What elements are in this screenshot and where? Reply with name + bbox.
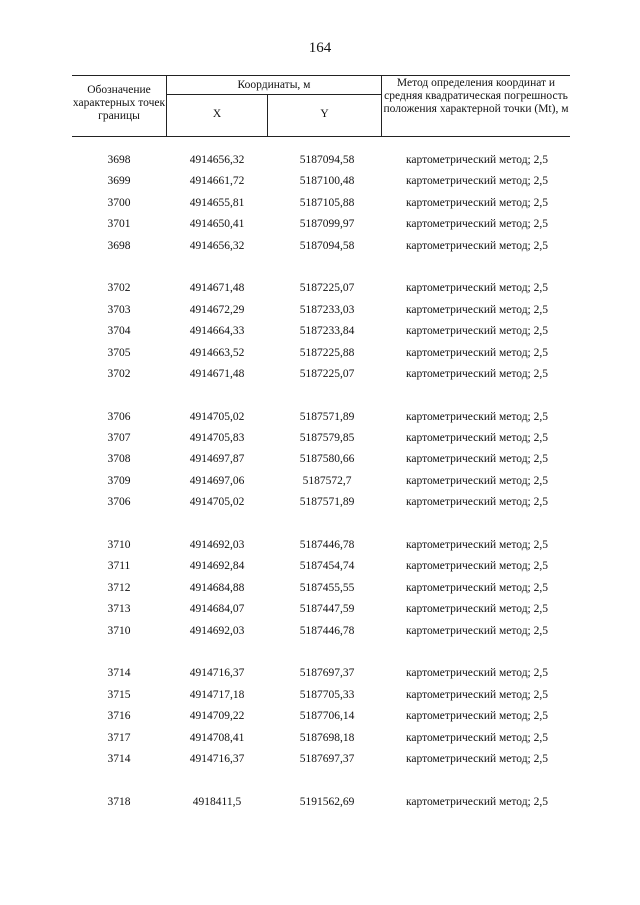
method-cell: картометрический метод; 2,5 (406, 196, 548, 209)
header-bottom-rule (72, 136, 570, 137)
x-coordinate: 4914697,87 (189, 453, 245, 466)
y-coordinate: 5187225,88 (299, 346, 355, 359)
point-number: 3717 (107, 731, 131, 744)
table-row (72, 728, 570, 749)
y-coordinate: 5187571,89 (299, 410, 355, 423)
point-number: 3714 (107, 752, 131, 765)
y-coordinate: 5187580,66 (299, 453, 355, 466)
x-coordinate: 4914684,88 (189, 581, 245, 594)
header-coordinates: Координаты, м (237, 79, 311, 91)
table-row (72, 471, 570, 492)
method-cell: картометрический метод; 2,5 (406, 346, 548, 359)
x-coordinate: 4914705,02 (189, 496, 245, 509)
table-row (72, 193, 570, 214)
x-coordinate: 4914697,06 (189, 474, 245, 487)
method-cell: картометрический метод; 2,5 (406, 710, 548, 723)
x-coordinate: 4914671,48 (189, 282, 245, 295)
x-coordinate: 4914663,52 (189, 346, 245, 359)
header-x: X (212, 108, 222, 120)
method-cell: картометрический метод; 2,5 (406, 282, 548, 295)
table-row (72, 792, 570, 813)
row-group (72, 792, 570, 813)
point-number: 3712 (107, 581, 131, 594)
method-cell: картометрический метод; 2,5 (406, 239, 548, 252)
point-number: 3705 (107, 346, 131, 359)
y-coordinate: 5187233,84 (299, 325, 355, 338)
point-number: 3715 (107, 688, 131, 701)
y-coordinate: 5187579,85 (299, 432, 355, 445)
x-coordinate: 4914716,37 (189, 752, 245, 765)
x-coordinate: 4914692,03 (189, 624, 245, 637)
table-header (72, 75, 570, 137)
row-group (72, 407, 570, 514)
header-method: Метод определения координат и средняя квадратическая погрешность положения характерной точки (Mt), м (383, 77, 569, 115)
table-row (72, 171, 570, 192)
method-cell: картометрический метод; 2,5 (406, 581, 548, 594)
table-row (72, 321, 570, 342)
y-coordinate: 5187571,89 (299, 496, 355, 509)
x-coordinate: 4914716,37 (189, 667, 245, 680)
x-coordinate: 4914661,72 (189, 175, 245, 188)
table-body (72, 150, 570, 835)
x-coordinate: 4914656,32 (189, 239, 245, 252)
method-cell: картометрический метод; 2,5 (406, 688, 548, 701)
x-coordinate: 4914655,81 (189, 196, 245, 209)
header-coords-rule (166, 94, 381, 95)
table-row (72, 556, 570, 577)
table-row (72, 749, 570, 770)
method-cell: картометрический метод; 2,5 (406, 432, 548, 445)
method-cell: картометрический метод; 2,5 (406, 303, 548, 316)
table-row (72, 278, 570, 299)
method-cell: картометрический метод; 2,5 (406, 539, 548, 552)
method-cell: картометрический метод; 2,5 (406, 154, 548, 166)
x-coordinate: 4914705,02 (189, 410, 245, 423)
x-coordinate: 4914684,07 (189, 603, 245, 616)
table-row (72, 407, 570, 428)
y-coordinate: 5187225,07 (299, 282, 355, 295)
x-coordinate: 4914717,18 (189, 688, 245, 701)
y-coordinate: 5187698,18 (299, 731, 355, 744)
table-row (72, 492, 570, 513)
y-coordinate: 5187446,78 (299, 539, 355, 552)
point-number: 3700 (107, 196, 131, 209)
method-cell: картометрический метод; 2,5 (406, 560, 548, 573)
x-coordinate: 4914705,83 (189, 432, 245, 445)
y-coordinate: 5187094,58 (299, 154, 355, 166)
table-row (72, 428, 570, 449)
y-coordinate: 5187706,14 (299, 710, 355, 723)
method-cell: картометрический метод; 2,5 (406, 175, 548, 188)
row-group (72, 535, 570, 642)
method-cell: картометрический метод; 2,5 (406, 795, 548, 808)
table-row (72, 663, 570, 684)
row-group (72, 150, 570, 257)
point-number: 3703 (107, 303, 131, 316)
point-number: 3710 (107, 539, 131, 552)
method-cell: картометрический метод; 2,5 (406, 453, 548, 466)
y-coordinate: 5187446,78 (299, 624, 355, 637)
header-y: Y (320, 108, 329, 120)
point-number: 3698 (107, 154, 131, 166)
y-coordinate: 5187572,7 (302, 474, 352, 487)
header-top-rule (72, 75, 570, 76)
header-designation: Обозначение характерных точек границы (72, 84, 166, 122)
point-number: 3716 (107, 710, 131, 723)
x-coordinate: 4914672,29 (189, 303, 245, 316)
point-number: 3706 (107, 410, 131, 423)
point-number: 3710 (107, 624, 131, 637)
point-number: 3708 (107, 453, 131, 466)
x-coordinate: 4918411,5 (192, 795, 242, 808)
table-row (72, 214, 570, 235)
method-cell: картометрический метод; 2,5 (406, 752, 548, 765)
y-coordinate: 5187705,33 (299, 688, 355, 701)
x-coordinate: 4914656,32 (189, 154, 245, 166)
x-coordinate: 4914709,22 (189, 710, 245, 723)
y-coordinate: 5187455,55 (299, 581, 355, 594)
point-number: 3713 (107, 603, 131, 616)
method-cell: картометрический метод; 2,5 (406, 367, 548, 380)
y-coordinate: 5187697,37 (299, 752, 355, 765)
table-row (72, 599, 570, 620)
table-row (72, 150, 570, 171)
method-cell: картометрический метод; 2,5 (406, 325, 548, 338)
y-coordinate: 5187447,59 (299, 603, 355, 616)
table-row (72, 706, 570, 727)
y-coordinate: 5187099,97 (299, 218, 355, 231)
table-row (72, 449, 570, 470)
method-cell: картометрический метод; 2,5 (406, 218, 548, 231)
point-number: 3707 (107, 432, 131, 445)
row-group (72, 278, 570, 385)
point-number: 3718 (107, 795, 131, 808)
method-cell: картометрический метод; 2,5 (406, 474, 548, 487)
point-number: 3699 (107, 175, 131, 188)
table-row (72, 685, 570, 706)
method-cell: картометрический метод; 2,5 (406, 667, 548, 680)
point-number: 3706 (107, 496, 131, 509)
table-row (72, 343, 570, 364)
method-cell: картометрический метод; 2,5 (406, 603, 548, 616)
x-coordinate: 4914692,03 (189, 539, 245, 552)
page-number: 164 (308, 40, 332, 56)
x-coordinate: 4914650,41 (189, 218, 245, 231)
y-coordinate: 5187454,74 (299, 560, 355, 573)
method-cell: картометрический метод; 2,5 (406, 624, 548, 637)
x-coordinate: 4914671,48 (189, 367, 245, 380)
point-number: 3704 (107, 325, 131, 338)
method-cell: картометрический метод; 2,5 (406, 410, 548, 423)
point-number: 3702 (107, 282, 131, 295)
x-coordinate: 4914708,41 (189, 731, 245, 744)
point-number: 3711 (107, 560, 131, 573)
table-row (72, 535, 570, 556)
row-group (72, 663, 570, 770)
x-coordinate: 4914664,33 (189, 325, 245, 338)
point-number: 3709 (107, 474, 131, 487)
y-coordinate: 5187225,07 (299, 367, 355, 380)
table-row (72, 578, 570, 599)
point-number: 3698 (107, 239, 131, 252)
method-cell: картометрический метод; 2,5 (406, 496, 548, 509)
table-row (72, 300, 570, 321)
point-number: 3714 (107, 667, 131, 680)
y-coordinate: 5187094,58 (299, 239, 355, 252)
y-coordinate: 5187233,03 (299, 303, 355, 316)
table-row (72, 236, 570, 257)
y-coordinate: 5187100,48 (299, 175, 355, 188)
method-cell: картометрический метод; 2,5 (406, 731, 548, 744)
y-coordinate: 5187697,37 (299, 667, 355, 680)
point-number: 3702 (107, 367, 131, 380)
table-row (72, 621, 570, 642)
point-number: 3701 (107, 218, 131, 231)
x-coordinate: 4914692,84 (189, 560, 245, 573)
y-coordinate: 5191562,69 (299, 795, 355, 808)
y-coordinate: 5187105,88 (299, 196, 355, 209)
table-row (72, 364, 570, 385)
